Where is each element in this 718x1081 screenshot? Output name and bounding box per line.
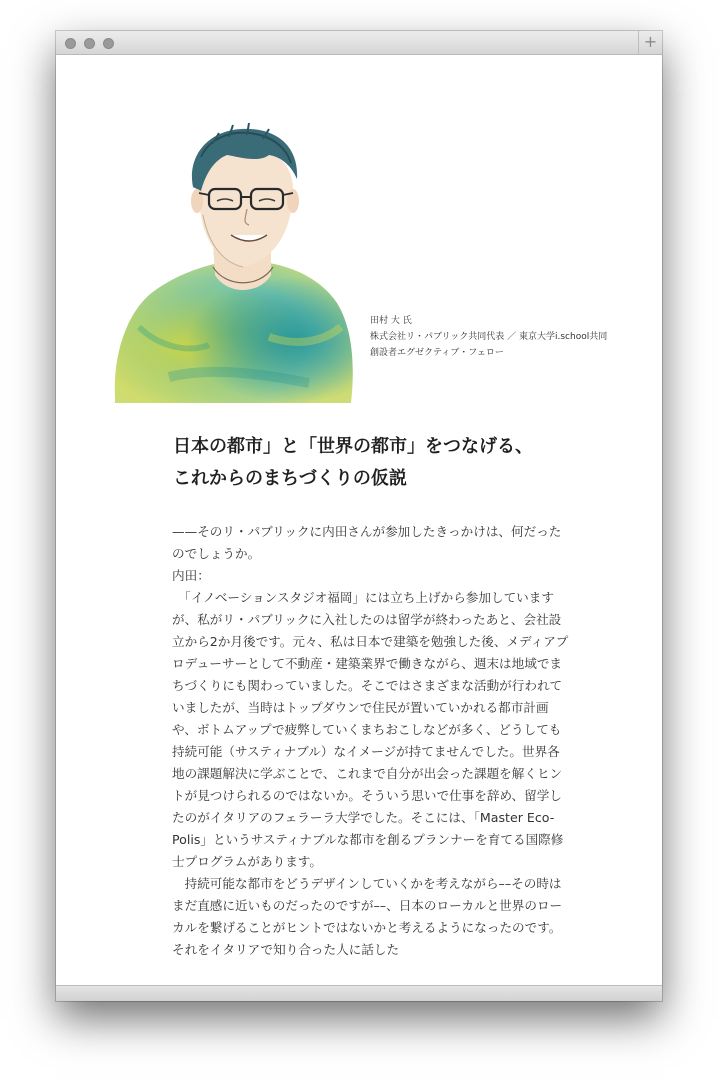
article-body — [172, 521, 570, 961]
profile-title-line2: 創設者エグゼクティブ・フェロー — [370, 348, 504, 358]
browser-window — [56, 31, 662, 1001]
profile-caption — [370, 313, 660, 361]
new-tab-button[interactable]: + — [638, 31, 662, 54]
answer-paragraph-1: 「イノベーションスタジオ福岡」には立ち上げから参加していますが、私がリ・パブリックに入社したのは留学が終わったあと、会社設立から2か月後です。元々、私は日本で建築を勉強した後、メディアプロデューサーとして不動産・建築業界で働きながら、週末は地域でまちづくりにも関わっていました。そこではさまざまな活動が行われていましたが、当時はトップダウンで住民が置いていかれる都市計画や、ボトムアップで疲弊していくまちおこしなどが多く、どうしても持続可能（サスティナブル）なイメージが持てませんでした。世界各地の課題解決に学ぶことで、これまで自分が出会った課題を解くヒントが見つけられるのではないか。そういう思いで仕事を辞め、留学したのがイタリアのフェラーラ大学でした。そこには、「Master Eco-Polis」というサスティナブルな都市を創るプランナーを育てる国際修士プログラムがあります。 — [172, 590, 569, 869]
window-titlebar — [56, 31, 662, 55]
window-zoom-button[interactable] — [103, 38, 114, 49]
heading-line-2: これからのまちづくりの仮説 — [173, 468, 407, 489]
page-content — [56, 55, 662, 985]
profile-title-line1: 株式会社リ・パブリック共同代表 ／ 東京大学i.school共同 — [370, 332, 608, 342]
answer-paragraph-2: 持続可能な都市をどうデザインしていくかを考えながら––その時はまだ直感に近いものだったのですが––、日本のローカルと世界のローカルを繋げることがヒントではないかと考えるようになったのです。それをイタリアで知り合った人に話した — [172, 876, 563, 957]
window-bottom-bar — [56, 985, 662, 1001]
interview-question: ——そのリ・パブリックに内田さんが参加したきっかけは、何だったのでしょうか。 — [172, 524, 562, 561]
window-close-button[interactable] — [65, 38, 76, 49]
profile-name: 田村 大 氏 — [370, 316, 412, 326]
heading-line-1: 日本の都市」と「世界の都市」をつなげる、 — [173, 436, 533, 457]
speaker-label: 内田： — [172, 568, 210, 583]
watercolor-portrait — [109, 117, 359, 409]
window-minimize-button[interactable] — [84, 38, 95, 49]
article-heading — [173, 431, 603, 495]
